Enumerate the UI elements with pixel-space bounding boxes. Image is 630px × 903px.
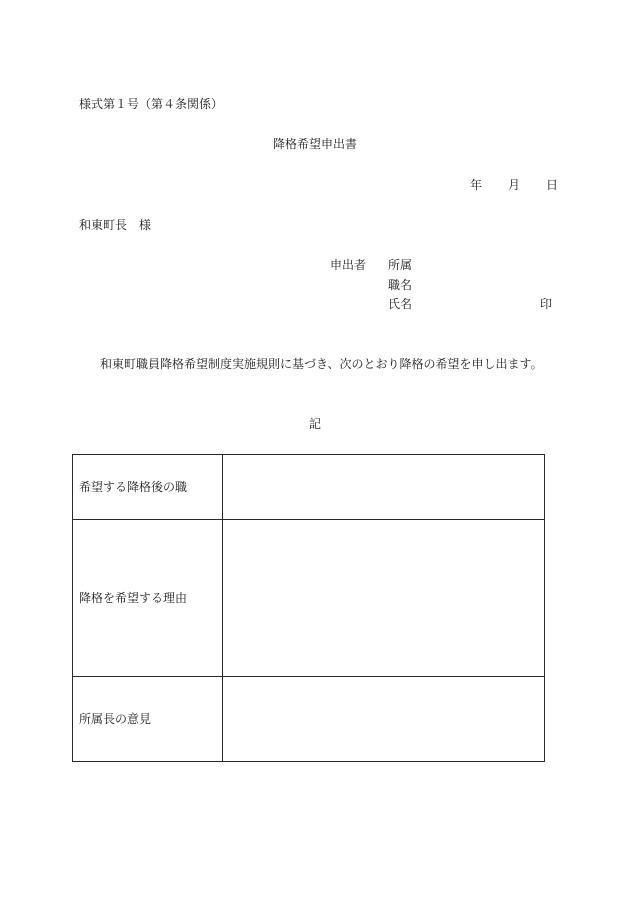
affiliation-label: 所属	[388, 258, 413, 272]
name-label: 氏名	[388, 297, 413, 311]
position-label: 職名	[388, 278, 413, 292]
row-value-desired-position[interactable]	[223, 455, 545, 520]
seal-mark: 印	[540, 297, 553, 311]
date-day-label: 日	[546, 178, 559, 192]
addressee: 和東町長 様	[79, 218, 152, 232]
applicant-label: 申出者	[330, 258, 367, 272]
row-label-reason: 降格を希望する理由	[73, 520, 223, 677]
date-line	[470, 178, 558, 192]
table-row	[73, 677, 545, 762]
request-table	[72, 454, 545, 762]
table-row	[73, 455, 545, 520]
request-statement: 和東町職員降格希望制度実施規則に基づき、次のとおり降格の希望を申し出ます。	[100, 357, 543, 371]
date-month-label: 月	[508, 178, 521, 192]
date-year-label: 年	[470, 178, 483, 192]
table-row	[73, 520, 545, 677]
row-label-supervisor-opinion: 所属長の意見	[73, 677, 223, 762]
row-label-desired-position: 希望する降格後の職	[73, 455, 223, 520]
record-heading: 記	[308, 417, 321, 431]
form-number: 様式第１号（第４条関係）	[79, 97, 224, 111]
row-value-supervisor-opinion[interactable]	[223, 677, 545, 762]
document-title: 降格希望申出書	[272, 137, 357, 151]
row-value-reason[interactable]	[223, 520, 545, 677]
